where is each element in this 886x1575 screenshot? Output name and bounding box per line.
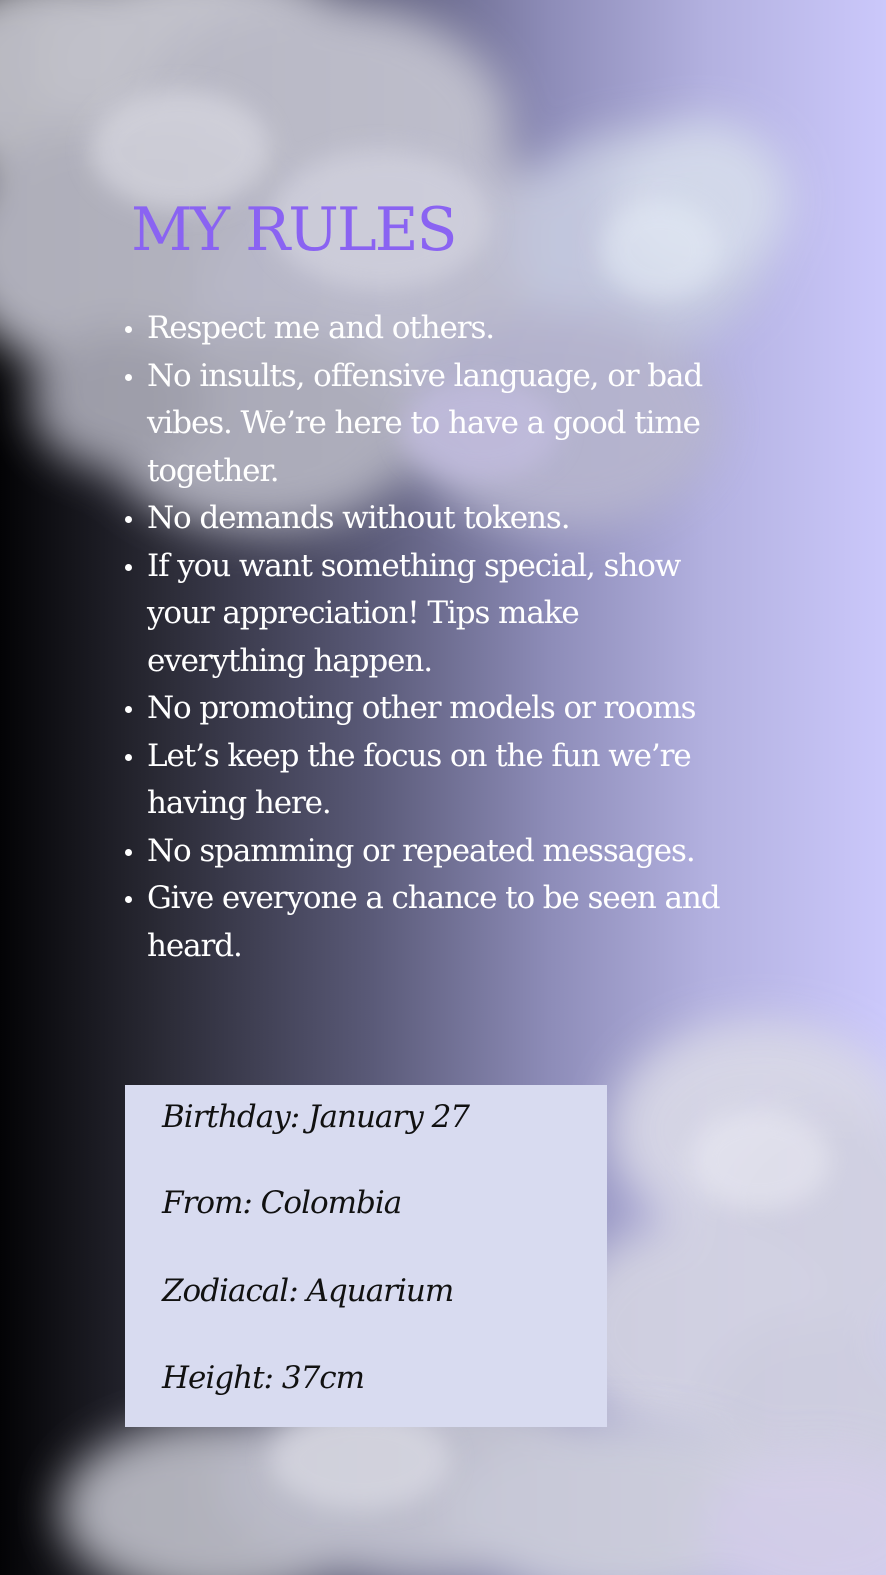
rule-item: Give everyone a chance to be seen and heard. bbox=[125, 875, 745, 970]
rule-item: Let’s keep the focus on the fun we’re having here. bbox=[125, 733, 745, 828]
rules-list bbox=[125, 305, 745, 970]
birthday-text: Birthday: January 27 bbox=[162, 1099, 470, 1135]
rule-item: No demands without tokens. bbox=[125, 495, 745, 543]
rule-item: If you want something special, show your appreciation! Tips make everything happen. bbox=[125, 543, 745, 686]
from-text: From: Colombia bbox=[162, 1185, 402, 1221]
info-card bbox=[125, 1085, 607, 1427]
rules-title: MY RULES bbox=[131, 195, 456, 265]
rule-item: Respect me and others. bbox=[125, 305, 745, 353]
rule-item: No promoting other models or rooms bbox=[125, 685, 745, 733]
zodiac-text: Zodiacal: Aquarium bbox=[162, 1273, 454, 1309]
height-text: Height: 37cm bbox=[162, 1360, 365, 1396]
rule-item: No insults, offensive language, or bad vibes. We’re here to have a good time together. bbox=[125, 353, 745, 496]
rule-item: No spamming or repeated messages. bbox=[125, 828, 745, 876]
